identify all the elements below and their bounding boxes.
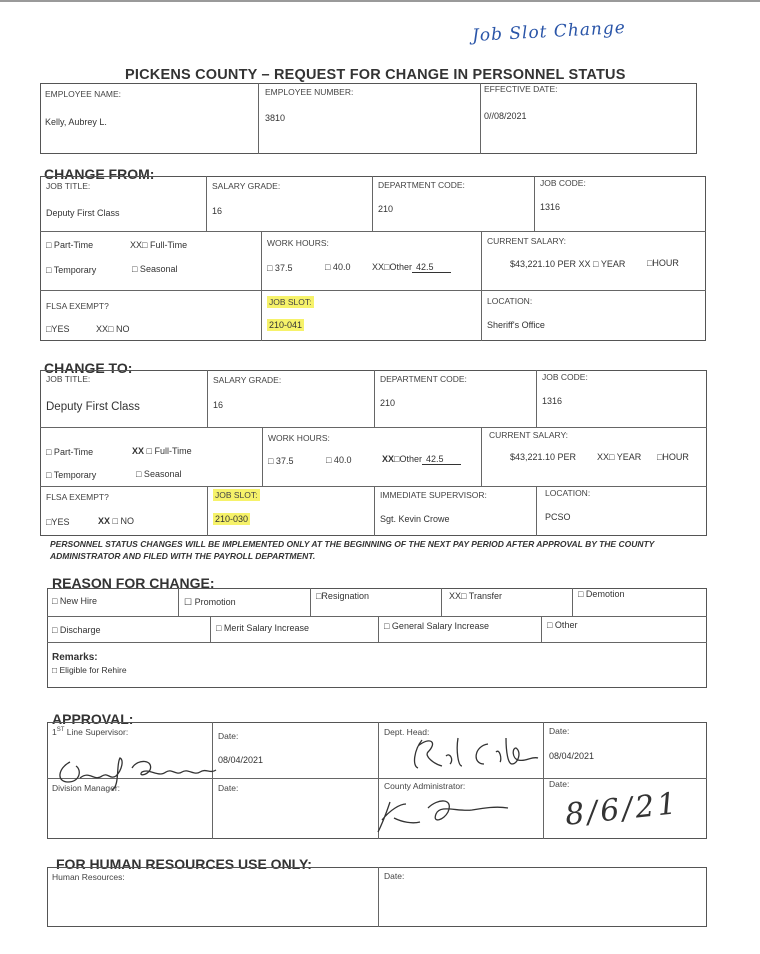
from-job-slot: 210-041 [269,320,303,330]
change-from-heading: CHANGE FROM: [44,166,155,182]
from-location: Sheriff's Office [487,320,545,330]
line-supervisor-date: 08/04/2021 [218,755,264,765]
discharge-checkbox[interactable]: □ Discharge [52,625,101,635]
from-seasonal-checkbox[interactable]: □ Seasonal [132,264,178,274]
dept-head-signature [404,726,554,776]
dept-head-date-label: Date: [549,726,570,736]
county-administrator-signature [372,784,532,836]
to-job-code: 1316 [542,396,563,406]
from-current-salary-label: CURRENT SALARY: [487,236,567,246]
promotion-checkbox[interactable]: ☐ Promotion [184,597,236,607]
to-department-code: 210 [380,398,396,408]
to-flsa-no-checkbox[interactable]: XX □ NO [98,516,134,526]
reason-box [47,588,707,688]
from-hours-other-value: 42.5 [412,262,438,273]
from-part-time-checkbox[interactable]: □ Part-Time [46,240,94,250]
to-part-time-checkbox[interactable]: □ Part-Time [46,447,94,457]
from-job-code-label: JOB CODE: [540,178,586,188]
remarks-text: □ Eligible for Rehire [52,665,127,675]
from-hours-37-checkbox[interactable]: □ 37.5 [267,263,293,273]
to-seasonal-checkbox[interactable]: □ Seasonal [136,469,182,479]
to-year-checkbox[interactable]: XX□ YEAR [597,452,642,462]
employee-name: Kelly, Aubrey L. [45,117,107,127]
to-location: PCSO [545,512,571,522]
to-immediate-supervisor-label: IMMEDIATE SUPERVISOR: [380,490,487,500]
to-hours-other-value: 42.5 [422,454,448,465]
from-flsa-yes-checkbox[interactable]: □YES [46,324,70,334]
from-temporary-checkbox[interactable]: □ Temporary [46,265,97,275]
to-hour-checkbox[interactable]: □HOUR [657,452,689,462]
employee-name-label: EMPLOYEE NAME: [45,89,122,99]
hr-heading: FOR HUMAN RESOURCES USE ONLY: [56,856,312,872]
to-work-hours-label: WORK HOURS: [268,433,330,443]
to-flsa-yes-checkbox[interactable]: □YES [46,517,70,527]
to-hours-40-checkbox[interactable]: □ 40.0 [326,455,352,465]
from-flsa-label: FLSA EXEMPT? [46,301,109,311]
other-checkbox[interactable]: □ Other [547,620,578,630]
top-border [0,0,760,2]
to-full-time-checkbox[interactable]: XX □ Full-Time [132,446,192,456]
change-to-heading: CHANGE TO: [44,360,133,376]
to-hours-other[interactable]: XX□Other 42.5 [382,454,461,464]
from-work-hours-label: WORK HOURS: [267,238,329,248]
from-full-time-checkbox[interactable]: XX□ Full-Time [130,240,188,250]
from-current-salary: $43,221.10 PER XX □ YEAR [510,259,626,269]
to-job-slot: 210-030 [215,514,249,524]
reason-heading: REASON FOR CHANGE: [52,575,215,591]
from-hours-40-checkbox[interactable]: □ 40.0 [325,262,351,272]
form-title: PICKENS COUNTY – REQUEST FOR CHANGE IN PERSONNEL STATUS [125,67,626,83]
to-location-label: LOCATION: [545,488,591,498]
county-administrator-label: County Administrator: [384,781,466,791]
implementation-notice: PERSONNEL STATUS CHANGES WILL BE IMPLEMENTED ONLY AT THE BEGINNING OF THE NEXT PAY PERIOD AFTER APPROVAL BY THE COUNTY ADMINISTRATOR AND FILED WITH THE PAYROLL DEPARTMENT. [50,539,655,561]
transfer-checkbox[interactable]: XX□ Transfer [449,591,502,601]
line-supervisor-label: 1ST Line Supervisor: [52,727,129,737]
hr-box [47,867,707,927]
from-flsa-no-checkbox[interactable]: XX□ NO [96,324,130,334]
from-department-code-label: DEPARTMENT CODE: [378,180,465,190]
division-manager-date-label: Date: [218,783,239,793]
line-supervisor-date-label: Date: [218,731,239,741]
to-current-salary-label: CURRENT SALARY: [489,430,569,440]
to-job-title-label: JOB TITLE: [46,374,91,384]
line-supervisor-signature [50,742,220,792]
from-job-title-label: JOB TITLE: [46,181,91,191]
from-salary-grade: 16 [212,206,223,216]
general-increase-checkbox[interactable]: □ General Salary Increase [384,621,489,631]
to-job-title: Deputy First Class [46,401,140,413]
dept-head-date: 08/04/2021 [549,751,595,761]
from-salary-grade-label: SALARY GRADE: [212,181,281,191]
resignation-checkbox[interactable]: □Resignation [316,591,369,601]
division-manager-label: Division Manager: [52,783,121,793]
from-department-code: 210 [378,204,394,214]
remarks-label: Remarks: [52,652,98,663]
from-job-code: 1316 [540,202,561,212]
to-flsa-label: FLSA EXEMPT? [46,492,109,502]
from-hour-checkbox[interactable]: □HOUR [647,258,679,268]
to-hours-37-checkbox[interactable]: □ 37.5 [268,456,294,466]
to-current-salary: $43,221.10 PER [510,452,577,462]
to-job-slot-label: JOB SLOT: [215,490,258,500]
from-job-title: Deputy First Class [46,208,120,218]
to-salary-grade: 16 [213,400,224,410]
demotion-checkbox[interactable]: □ Demotion [578,589,625,599]
to-salary-grade-label: SALARY GRADE: [213,375,282,385]
effective-date: 0//08/2021 [484,111,527,121]
from-job-slot-label: JOB SLOT: [269,297,312,307]
employee-box [40,83,697,154]
dept-head-label: Dept. Head: [384,727,430,737]
from-location-label: LOCATION: [487,296,533,306]
to-job-code-label: JOB CODE: [542,372,588,382]
new-hire-checkbox[interactable]: □ New Hire [52,596,97,606]
handwritten-note: Job Slot Change [471,17,627,47]
to-department-code-label: DEPARTMENT CODE: [380,374,467,384]
hr-label: Human Resources: [52,872,125,882]
effective-date-label: EFFECTIVE DATE: [484,84,558,94]
employee-number-label: EMPLOYEE NUMBER: [265,87,354,97]
hr-date-label: Date: [384,871,405,881]
county-administrator-date-handwritten: 8/6/21 [563,786,682,833]
merit-increase-checkbox[interactable]: □ Merit Salary Increase [216,623,309,633]
from-hours-other[interactable]: XX□Other 42.5 [372,262,451,272]
employee-number: 3810 [265,113,286,123]
to-immediate-supervisor: Sgt. Kevin Crowe [380,514,450,524]
county-administrator-date-label: Date: [549,779,570,789]
approval-heading: APPROVAL: [52,711,134,727]
to-temporary-checkbox[interactable]: □ Temporary [46,470,97,480]
